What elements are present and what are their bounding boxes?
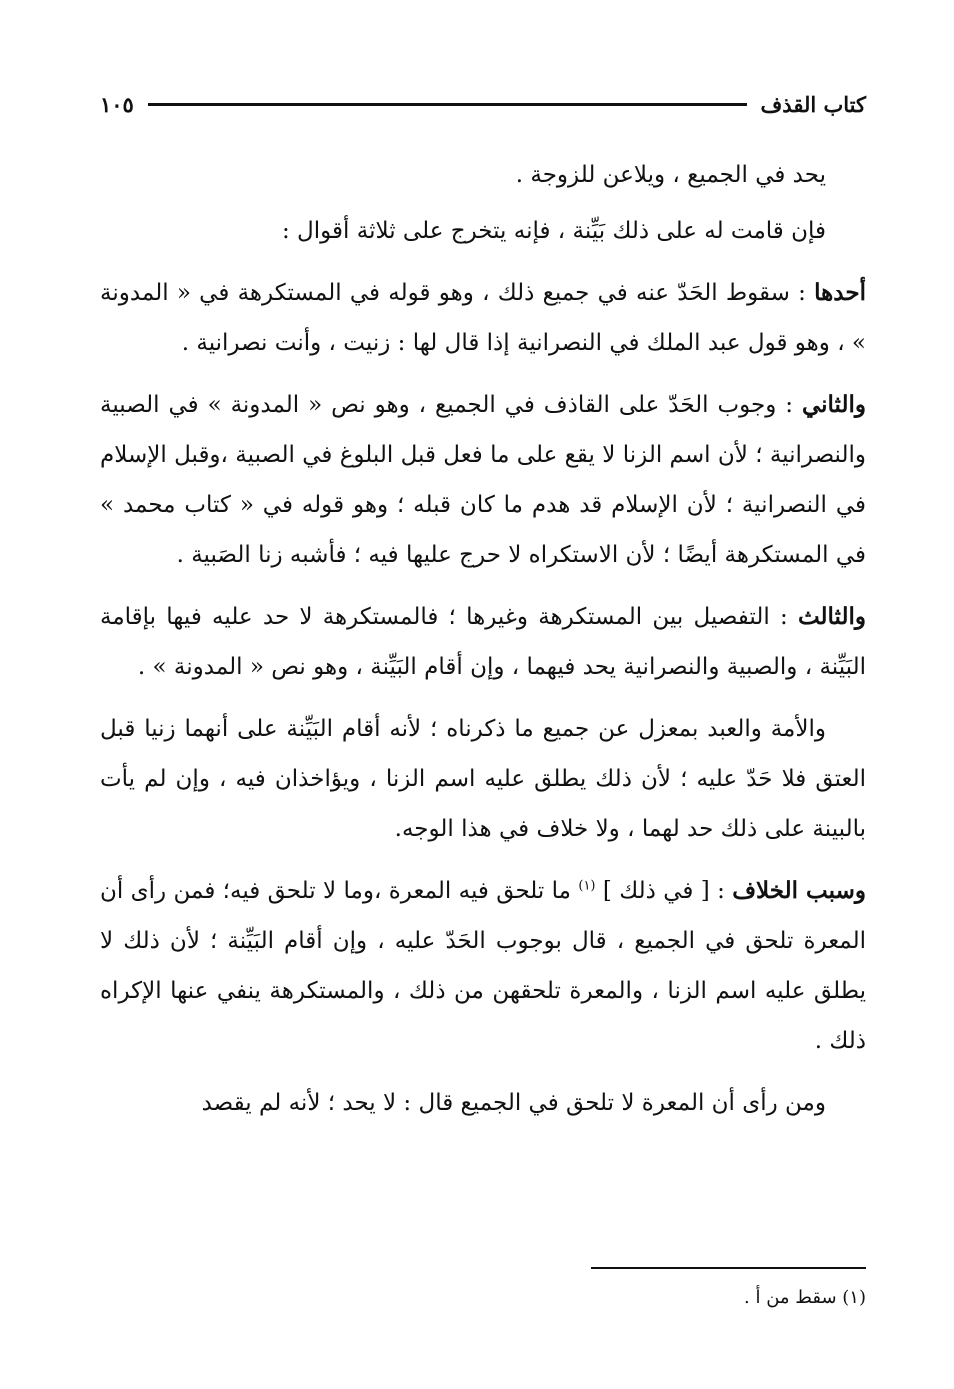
footnote bbox=[100, 1283, 866, 1313]
header-rule bbox=[148, 103, 747, 106]
footnote-marker: (١) bbox=[578, 878, 596, 894]
paragraph-lead: وسبب الخلاف bbox=[732, 877, 866, 904]
paragraph-lead: والثالث bbox=[797, 603, 866, 630]
paragraph-text: : التفصيل بين المستكرهة وغيرها ؛ فالمستكرهة لا حد عليه فيها بإقامة البَيِّنة ، والصبية والنصرانية يحد فيهما ، وإن أقام البَيِّنة ، وهو نص « المدونة » . bbox=[100, 604, 866, 680]
running-header bbox=[100, 84, 866, 124]
paragraph-text: ومن رأى أن المعرة لا تلحق في الجميع قال : لا يحد ؛ لأنه لم يقصد bbox=[201, 1090, 826, 1116]
paragraph-third-opinion bbox=[100, 592, 866, 692]
running-title: كتاب القذف bbox=[760, 91, 866, 117]
book-page bbox=[100, 0, 866, 1389]
paragraph-text: والأمة والعبد بمعزل عن جميع ما ذكرناه ؛ لأنه أقام البَيِّنة على أنهما زنيا قبل العتق فلا حَدّ عليه ؛ لأن ذلك يطلق عليه اسم الزنا ، ويؤاخذان فيه ، وإن لم يأت بالبينة على ذلك حد لهما ، ولا خلاف في هذا الوجه. bbox=[100, 716, 866, 842]
main-text bbox=[100, 150, 866, 1140]
paragraph-text: : وجوب الحَدّ على القاذف في الجميع ، وهو نص « المدونة » في الصبية والنصرانية ؛ لأن اسم الزنا لا يقع على ما فعل قبل البلوغ في الصبية ،وقبل الإسلام في النصرانية ؛ لأن الإسلام قد هدم ما كان قبله ؛ وهو قوله في « كتاب محمد » في المستكرهة أيضًا ؛ لأن الاستكراه لا حرج عليها فيه ؛ فأشبه زنا الصَبية . bbox=[100, 392, 866, 568]
paragraph-text: : [ في ذلك ] bbox=[595, 878, 733, 904]
footnote-text: (١) سقط من أ . bbox=[744, 1287, 866, 1308]
paragraph-second-opinion bbox=[100, 380, 866, 580]
paragraph-lead: والثاني bbox=[801, 391, 866, 418]
paragraph-continuation bbox=[100, 150, 866, 200]
paragraph-text: ما تلحق فيه المعرة ،وما لا تلحق فيه؛ فمن رأى أن المعرة تلحق في الجميع ، قال بوجوب الحَدّ عليه ، وإن أقام البَيِّنة ؛ لأن ذلك لا يطلق عليه اسم الزنا ، والمعرة تلحقهن من ذلك ، والمستكرهة ينفي عنها الإكراه ذلك . bbox=[100, 878, 866, 1054]
paragraph-text: يحد في الجميع ، ويلاعن للزوجة . bbox=[515, 162, 826, 188]
paragraph-text: فإن قامت له على ذلك بَيِّنة ، فإنه يتخرج على ثلاثة أقوال : bbox=[282, 218, 826, 244]
paragraph-slave-case bbox=[100, 704, 866, 854]
paragraph-intro-opinions bbox=[100, 206, 866, 256]
paragraph-final bbox=[100, 1078, 866, 1128]
paragraph-reason-of-dispute bbox=[100, 866, 866, 1066]
page-number: ١٠٥ bbox=[100, 91, 134, 117]
paragraph-text: : سقوط الحَدّ عنه في جميع ذلك ، وهو قوله في المستكرهة في « المدونة » ، وهو قول عبد الملك في النصرانية إذا قال لها : زنيت ، وأنت نصرانية . bbox=[100, 280, 866, 356]
paragraph-lead: أحدها bbox=[814, 279, 866, 306]
paragraph-first-opinion bbox=[100, 268, 866, 368]
footnote-separator bbox=[591, 1267, 866, 1269]
